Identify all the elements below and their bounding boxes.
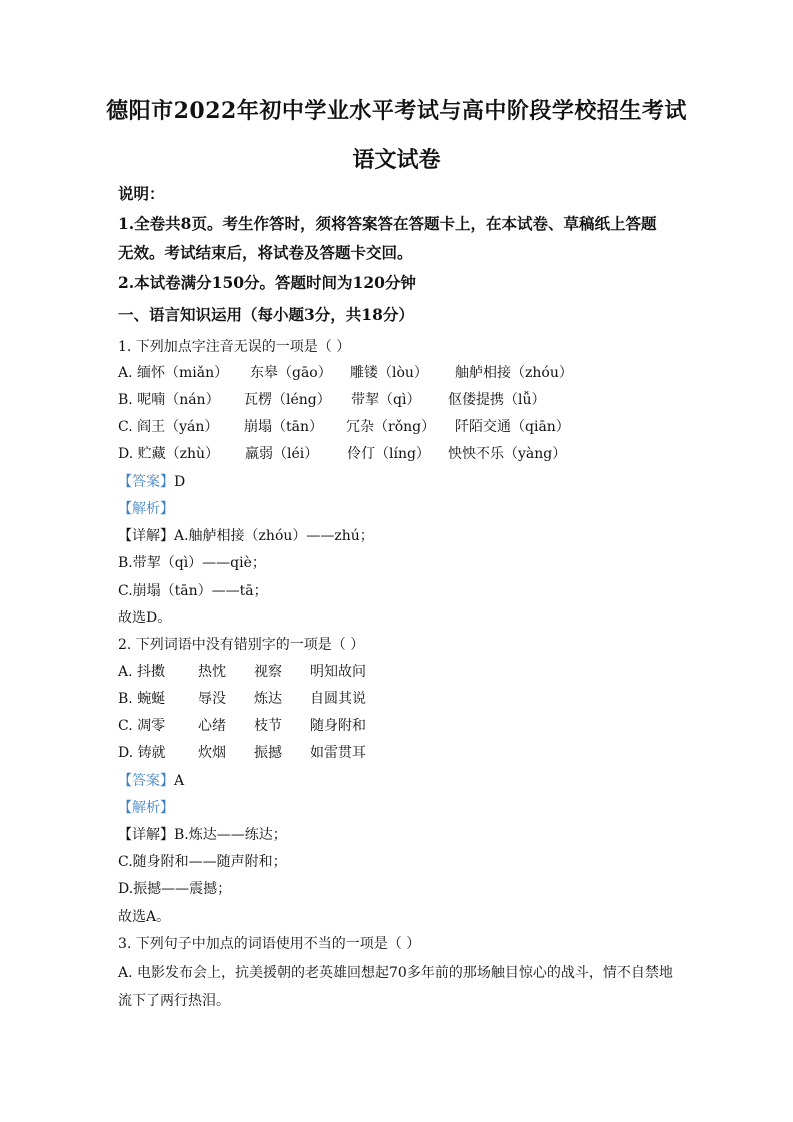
- q1-option-cell: 阡陌交通（qiān）: [455, 419, 570, 435]
- q1-option-cell: 冗杂（rǒng）: [346, 419, 436, 435]
- q1-option-cell: 伛偻提携（lǚ）: [448, 392, 546, 408]
- q2-option-cell: 振撼: [254, 745, 282, 761]
- q1-option-cell: 舳舻相接（zhóu）: [455, 365, 573, 381]
- q1-option-cell: A. 缅怀（miǎn）: [118, 365, 229, 381]
- q2-option-b: [118, 688, 366, 708]
- q2-option-cell: 炊烟: [198, 745, 226, 761]
- detail-tag: 【详解】: [118, 528, 174, 544]
- instruction-item-1-line-2: 无效。考试结束后，将试卷及答题卡交回。: [118, 243, 413, 262]
- q2-option-cell: 枝节: [254, 718, 282, 734]
- q2-option-cell: 随身附和: [310, 718, 366, 734]
- q1-option-cell: 雕镂（lòu）: [350, 365, 428, 381]
- q2-option-cell: 炼达: [254, 691, 282, 707]
- q2-option-cell: 自圆其说: [310, 691, 366, 707]
- section-1-heading: 一、语言知识运用（每小题3分，共18分）: [118, 305, 414, 324]
- q2-option-cell: B. 蜿蜒: [118, 691, 166, 707]
- q2-option-cell: 热忱: [198, 664, 226, 680]
- instructions-heading: 说明：: [118, 184, 165, 203]
- q2-detail-text: B.炼达——练达；: [174, 827, 287, 843]
- exam-title: 德阳市2022年初中学业水平考试与高中阶段学校招生考试: [106, 98, 687, 124]
- q2-option-d: [118, 742, 366, 762]
- q1-answer-value: D: [174, 474, 186, 490]
- q3-stem: 3. 下列句子中加点的词语使用不当的一项是（ ）: [118, 936, 421, 952]
- q2-option-cell: C. 凋零: [118, 718, 166, 734]
- q2-option-cell: 明知故问: [310, 664, 366, 680]
- q2-answer: [118, 770, 184, 790]
- q1-option-cell: 崩塌（tān）: [244, 419, 323, 435]
- q1-option-a: [118, 362, 573, 382]
- q2-option-cell: 视察: [254, 664, 282, 680]
- instruction-item-2: 2.本试卷满分150分。答题时间为120分钟: [118, 273, 416, 292]
- q1-option-cell: 瓦楞（léng）: [244, 392, 331, 408]
- detail-tag: 【详解】: [118, 827, 174, 843]
- q2-option-cell: D. 铸就: [118, 745, 166, 761]
- q1-option-cell: 伶仃（líng）: [347, 446, 430, 462]
- q1-detail-text: A.舳舻相接（zhóu）——zhú；: [174, 528, 374, 544]
- q1-option-cell: B. 呢喃（nán）: [118, 392, 220, 408]
- q2-option-a: [118, 661, 366, 681]
- q1-option-cell: C. 阎王（yán）: [118, 419, 219, 435]
- q2-answer-value: A: [174, 773, 185, 789]
- q1-detail-line-1: [118, 525, 374, 545]
- q1-option-cell: D. 贮藏（zhù）: [118, 446, 220, 462]
- q1-conclusion: 故选D。: [118, 610, 172, 626]
- q2-stem: 2. 下列词语中没有错别字的一项是（ ）: [118, 637, 365, 653]
- q2-conclusion: 故选A。: [118, 909, 171, 925]
- q1-option-cell: 羸弱（léi）: [245, 446, 319, 462]
- q2-analysis-tag: 【解析】: [118, 800, 174, 816]
- q1-option-cell: 带挈（qì）: [351, 392, 421, 408]
- q1-stem: 1. 下列加点字注音无误的一项是（ ）: [118, 339, 351, 355]
- q1-answer: [118, 471, 185, 491]
- q2-detail-line-3: D.振撼——震撼；: [118, 881, 232, 897]
- q1-detail-line-2: B.带挈（qì）——qiè；: [118, 555, 266, 571]
- q2-option-cell: 辱没: [198, 691, 226, 707]
- q1-option-d: [118, 443, 566, 463]
- q3-option-a-line-1: A. 电影发布会上，抗美援朝的老英雄回想起70多年前的那场触目惊心的战斗，情不自禁地: [118, 965, 673, 981]
- q1-option-b: [118, 389, 546, 409]
- q1-option-cell: 怏怏不乐（yàng）: [448, 446, 567, 462]
- q2-option-cell: 如雷贯耳: [310, 745, 366, 761]
- q3-option-a-line-2: 流下了两行热泪。: [118, 993, 230, 1009]
- answer-tag: 【答案】: [118, 773, 174, 789]
- q2-detail-line-1: [118, 824, 287, 844]
- q2-option-c: [118, 715, 366, 735]
- q1-analysis-tag: 【解析】: [118, 501, 174, 517]
- q2-option-cell: 心绪: [198, 718, 226, 734]
- q2-option-cell: A. 抖擞: [118, 664, 166, 680]
- q1-option-c: [118, 416, 570, 436]
- instruction-item-1-line-1: 1.全卷共8页。考生作答时，须将答案答在答题卡上，在本试卷、草稿纸上答题: [118, 214, 657, 233]
- exam-subtitle: 语文试卷: [352, 147, 441, 173]
- answer-tag: 【答案】: [118, 474, 174, 490]
- q1-detail-line-3: C.崩塌（tān）——tā；: [118, 583, 268, 599]
- q1-option-cell: 东皋（gāo）: [250, 365, 332, 381]
- q2-detail-line-2: C.随身附和——随声附和；: [118, 854, 287, 870]
